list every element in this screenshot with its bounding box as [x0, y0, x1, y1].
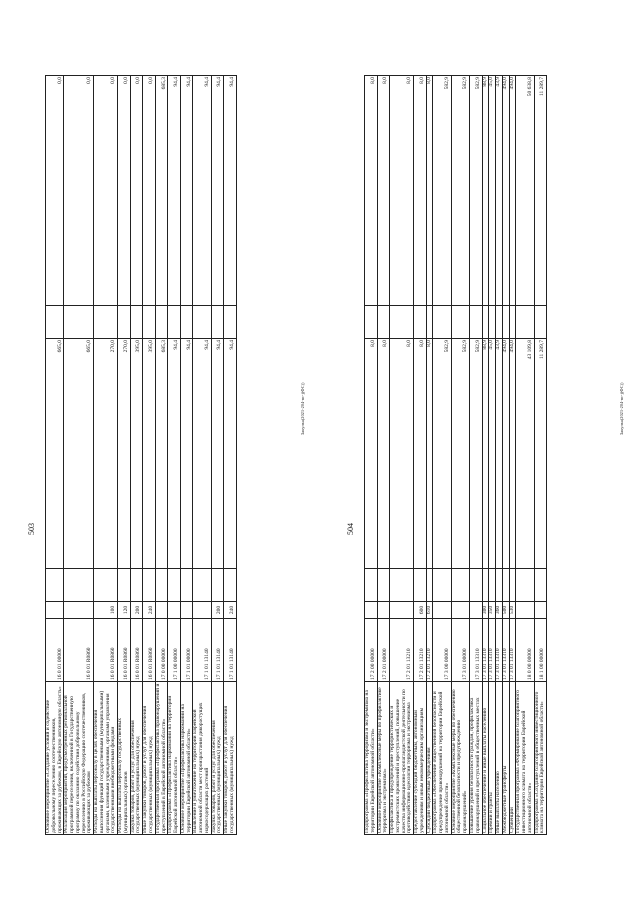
row-sum-1: 582,9	[451, 339, 469, 569]
row-sum-2: 582,9	[433, 76, 451, 306]
row-sum-2: 0,0	[118, 76, 131, 306]
row-blank	[470, 569, 483, 602]
row-blank	[496, 306, 503, 339]
row-name: Расходы на выплаты персоналу государственных (муниципальных) органов	[118, 682, 131, 835]
row-sum-2: 494,0	[509, 76, 516, 306]
row-blank	[509, 306, 516, 339]
row-name: Основное мероприятие «Комплексные меры по обеспечению общественной безопасности и предупреждению правонарушений»	[451, 682, 469, 835]
row-sum-1: 270,0	[94, 339, 118, 569]
row-sum-2: 0,0	[64, 76, 94, 306]
row-code: 18 1 00 00000	[534, 619, 547, 682]
row-blank	[46, 569, 64, 602]
row-name: Иные закупки товаров, работ и услуг для обеспечения государственных (муниципальных) нужд	[224, 682, 237, 835]
row-code: 17 3 01 13310	[489, 619, 496, 682]
row-sum-2: 45,0	[489, 76, 496, 306]
row-blank	[193, 306, 211, 339]
row-blank	[516, 306, 534, 339]
table-row	[470, 76, 483, 835]
row-blank	[502, 306, 509, 339]
row-sum-2: 88,9	[482, 76, 489, 306]
row-blank	[489, 306, 496, 339]
table-row	[224, 76, 237, 835]
row-blank	[489, 569, 496, 602]
row-name: Закупка товаров, работ и услуг для обеспечения государственных (муниципальных) нужд	[211, 682, 224, 835]
row-sum-1: 685,3	[155, 339, 168, 569]
row-sum-2: 94,4	[180, 76, 193, 306]
row-vr: 120	[118, 602, 131, 619]
row-code: 17 2 00 00000	[365, 619, 378, 682]
table-row	[143, 76, 156, 835]
row-blank	[377, 569, 390, 602]
row-sum-2: 582,9	[451, 76, 469, 306]
row-name: Иные закупки товаров, работ и услуг для обеспечения государственных (муниципальных) нужд	[143, 682, 156, 835]
table-row	[168, 76, 181, 835]
row-blank	[180, 569, 193, 602]
table-row	[534, 76, 547, 835]
row-code: 17 3 01 13310	[502, 619, 509, 682]
row-blank	[534, 569, 547, 602]
row-name: Субвенции	[509, 682, 516, 835]
table-row	[211, 76, 224, 835]
row-vr: 610	[426, 602, 433, 619]
row-name: Профилактика и предупреждение террористических и экстремистских проявлений и преступлений, повышение качества информационно-пропагандистской деятельности по противодействию идеологии терроризма и экстремизма	[390, 682, 414, 835]
row-name: Субсидии бюджетным учреждениям	[426, 682, 433, 835]
row-vr: 500	[502, 602, 509, 619]
row-blank	[118, 569, 131, 602]
row-sum-2: 582,9	[470, 76, 483, 306]
row-vr: 350	[489, 602, 496, 619]
row-sum-1: 94,4	[211, 339, 224, 569]
page-number: 503	[27, 523, 36, 535]
table-row	[451, 76, 469, 835]
row-blank	[143, 569, 156, 602]
row-sum-1: 88,9	[482, 339, 489, 569]
row-code: 16 0 01 R0860	[94, 619, 118, 682]
row-sum-1: 395,0	[143, 339, 156, 569]
row-code: 17 1 01 13140	[211, 619, 224, 682]
row-sum-2: 0,0	[94, 76, 118, 306]
page-footer: Закупка(2021-204-nc-j(ФС))	[300, 382, 305, 435]
row-name: Выявление и уничтожение на территории Еврейской автономной области мест произрастания дикорастущих наркосодержащих растений	[193, 682, 211, 835]
row-blank	[224, 569, 237, 602]
row-sum-1: 665,0	[46, 339, 64, 569]
table-row	[496, 76, 503, 835]
row-sum-1: 94,4	[193, 339, 211, 569]
row-code: 17 3 00 00000	[433, 619, 451, 682]
row-name: Основное мероприятие «Комплексные меры по профилактике терроризма и экстремизма»	[377, 682, 390, 835]
row-blank	[94, 306, 118, 339]
row-sum-1: 8,0	[414, 339, 427, 569]
table-row	[130, 76, 143, 835]
row-blank	[155, 569, 168, 602]
row-sum-2: 11 289,7	[534, 76, 547, 306]
row-blank	[168, 306, 181, 339]
row-sum-2: 8,0	[390, 76, 414, 306]
row-name: Социальное обеспечение и иные выплаты населению	[482, 682, 489, 835]
row-vr: 240	[224, 602, 237, 619]
row-blank	[118, 306, 131, 339]
row-blank	[496, 569, 503, 602]
row-name: Предоставление субсидий бюджетным, автономным учреждениям и иным некоммерческим организациям	[414, 682, 427, 835]
row-blank	[168, 569, 181, 602]
row-code: 17 2 01 13210	[426, 619, 433, 682]
row-name: Подпрограмма «Обеспечение общественной безопасности и предупреждение правонарушений на территории Еврейской автономной области»	[433, 682, 451, 835]
row-vr: 300	[482, 602, 489, 619]
row-vr	[377, 602, 390, 619]
row-blank	[534, 306, 547, 339]
row-sum-1: 494,0	[502, 339, 509, 569]
row-name: Повышение уровня безопасности граждан, профилактика правонарушений и преступлений в общественных местах	[470, 682, 483, 835]
row-sum-1: 8,0	[377, 339, 390, 569]
row-sum-1: 665,0	[64, 339, 94, 569]
row-name: Основное мероприятие «Профилактика наркомании на территории Еврейской автономной области»	[180, 682, 193, 835]
row-name: Реализация мероприятий, предусмотренных региональной программой переселения, включенной в Государственную программу по оказанию содействия добровольному переселению в Российскую Федерацию соотечественников, проживающих за рубежом	[64, 682, 94, 835]
row-sum-2: 94,4	[211, 76, 224, 306]
row-code: 17 1 00 00000	[168, 619, 181, 682]
row-sum-1: 94,4	[168, 339, 181, 569]
table-row	[390, 76, 414, 835]
row-code: 17 1 01 13140	[224, 619, 237, 682]
row-blank	[433, 569, 451, 602]
row-code: 17 3 01 13310	[470, 619, 483, 682]
row-blank	[224, 306, 237, 339]
row-vr: 240	[143, 602, 156, 619]
row-blank	[426, 569, 433, 602]
row-blank	[451, 569, 469, 602]
table-row	[94, 76, 118, 835]
row-sum-2: 8,0	[426, 76, 433, 306]
row-code: 16 0 01 R0860	[130, 619, 143, 682]
row-sum-2: 494,0	[502, 76, 509, 306]
row-blank	[64, 306, 94, 339]
row-sum-1: 94,4	[180, 339, 193, 569]
row-sum-2: 50 638,8	[516, 76, 534, 306]
row-vr	[433, 602, 451, 619]
row-name: Премии и гранты	[489, 682, 496, 835]
row-vr	[180, 602, 193, 619]
row-blank	[433, 306, 451, 339]
row-name: Закупка товаров, работ и услуг для обеспечения государственных (муниципальных) нужд	[130, 682, 143, 835]
row-sum-2: 8,0	[365, 76, 378, 306]
row-vr	[365, 602, 378, 619]
row-code: 17 1 01 13140	[193, 619, 211, 682]
table-row	[482, 76, 489, 835]
row-vr	[534, 602, 547, 619]
row-sum-1: 270,0	[118, 339, 131, 569]
row-vr	[390, 602, 414, 619]
row-blank	[390, 306, 414, 339]
row-sum-1: 494,0	[509, 339, 516, 569]
row-sum-1: 8,0	[426, 339, 433, 569]
row-blank	[377, 306, 390, 339]
row-code: 16 0 01 R0860	[118, 619, 131, 682]
row-blank	[143, 306, 156, 339]
row-blank	[516, 569, 534, 602]
row-sum-1: 11 289,7	[534, 339, 547, 569]
table-row	[377, 76, 390, 835]
row-sum-2: 685,3	[155, 76, 168, 306]
row-code: 17 3 01 13310	[509, 619, 516, 682]
row-sum-2: 94,4	[193, 76, 211, 306]
budget-table	[364, 75, 547, 835]
row-blank	[451, 306, 469, 339]
table-row	[489, 76, 496, 835]
row-sum-1: 8,0	[365, 339, 378, 569]
row-blank	[130, 569, 143, 602]
row-blank	[94, 569, 118, 602]
row-vr	[46, 602, 64, 619]
row-blank	[211, 306, 224, 339]
row-blank	[211, 569, 224, 602]
row-blank	[193, 569, 211, 602]
row-blank	[470, 306, 483, 339]
row-sum-1: 8,0	[390, 339, 414, 569]
row-sum-2: 8,0	[377, 76, 390, 306]
row-blank	[426, 306, 433, 339]
row-vr: 600	[414, 602, 427, 619]
row-sum-2: 8,0	[414, 76, 427, 306]
budget-table	[45, 75, 237, 835]
row-blank	[414, 569, 427, 602]
row-code: 17 2 01 13210	[414, 619, 427, 682]
row-vr	[168, 602, 181, 619]
row-code: 17 1 01 00000	[180, 619, 193, 682]
row-sum-1: 43,9	[496, 339, 503, 569]
row-vr: 100	[94, 602, 118, 619]
row-blank	[482, 306, 489, 339]
row-name: Государственная программа «Формирование благоприятного инвестиционного климата на территории Еврейской автономной области»	[516, 682, 534, 835]
row-code: 17 0 00 00000	[155, 619, 168, 682]
row-sum-2: 0,0	[46, 76, 64, 306]
table-row	[46, 76, 64, 835]
row-blank	[365, 306, 378, 339]
row-name: Подпрограмма «Профилактика наркомании на территории Еврейской автономной области»	[168, 682, 181, 835]
row-vr: 360	[496, 602, 503, 619]
row-sum-1: 43 109,8	[516, 339, 534, 569]
row-sum-2: 94,4	[224, 76, 237, 306]
row-sum-2: 94,4	[168, 76, 181, 306]
row-code: 17 3 01 13310	[482, 619, 489, 682]
row-blank	[155, 306, 168, 339]
table-row	[502, 76, 509, 835]
row-vr	[155, 602, 168, 619]
row-vr: 530	[509, 602, 516, 619]
row-blank	[390, 569, 414, 602]
row-blank	[46, 306, 64, 339]
row-sum-1: 582,9	[470, 339, 483, 569]
table-row	[193, 76, 211, 835]
table-row	[516, 76, 534, 835]
table-row	[155, 76, 168, 835]
row-blank	[509, 569, 516, 602]
row-vr: 200	[130, 602, 143, 619]
row-blank	[130, 306, 143, 339]
table-row	[433, 76, 451, 835]
row-vr	[64, 602, 94, 619]
row-sum-1: 582,9	[433, 339, 451, 569]
row-code: 16 0 01 R0860	[64, 619, 94, 682]
row-code: 17 3 01 13310	[496, 619, 503, 682]
page-number: 504	[346, 523, 355, 535]
page-503	[5, 0, 325, 905]
row-code: 17 2 01 00000	[377, 619, 390, 682]
row-blank	[414, 306, 427, 339]
row-name: Расходы на выплаты персоналу в целях обеспечения выполнения функций государственными (муниципальными) органами, казенными учреждениями, органами управления государственными внебюджетными фондами	[94, 682, 118, 835]
row-sum-1: 395,0	[130, 339, 143, 569]
row-code: 18 0 00 00000	[516, 619, 534, 682]
row-sum-2: 43,9	[496, 76, 503, 306]
page-footer: Закупка(2021-204-nc-j(ФС))	[619, 382, 624, 435]
row-code: 16 0 01 R0860	[143, 619, 156, 682]
row-blank	[365, 569, 378, 602]
row-vr	[451, 602, 469, 619]
row-vr	[193, 602, 211, 619]
row-name: Межбюджетные трансферты	[502, 682, 509, 835]
row-blank	[482, 569, 489, 602]
row-code: 17 3 01 00000	[451, 619, 469, 682]
row-vr: 200	[211, 602, 224, 619]
page-504	[324, 0, 639, 905]
row-name: Основное мероприятие «Создание условий и содействие добровольному переселению соотечественников, проживающих за рубежом, в Еврейскую автономную область»	[46, 682, 64, 835]
row-name: Подпрограмма «Профилактика терроризма и экстремизма на территории Еврейской автономной области»	[365, 682, 378, 835]
row-sum-1: 94,4	[224, 339, 237, 569]
row-name: Подпрограмма «Создание благоприятного инвестиционного климата на территории Еврейской автономной области»	[534, 682, 547, 835]
row-blank	[502, 569, 509, 602]
row-sum-2: 0,0	[143, 76, 156, 306]
row-vr	[516, 602, 534, 619]
row-sum-2: 0,0	[130, 76, 143, 306]
row-sum-1: 45,0	[489, 339, 496, 569]
row-name: Иные выплаты населению	[496, 682, 503, 835]
row-blank	[180, 306, 193, 339]
table-row	[64, 76, 94, 835]
row-name: Государственная программа «Профилактика правонарушений и преступлений в Еврейской автономной области»	[155, 682, 168, 835]
table-row	[414, 76, 427, 835]
row-blank	[64, 569, 94, 602]
row-code: 16 0 01 00000	[46, 619, 64, 682]
row-code: 17 2 01 13210	[390, 619, 414, 682]
table-row	[365, 76, 378, 835]
row-vr	[470, 602, 483, 619]
table-row	[180, 76, 193, 835]
table-row	[118, 76, 131, 835]
